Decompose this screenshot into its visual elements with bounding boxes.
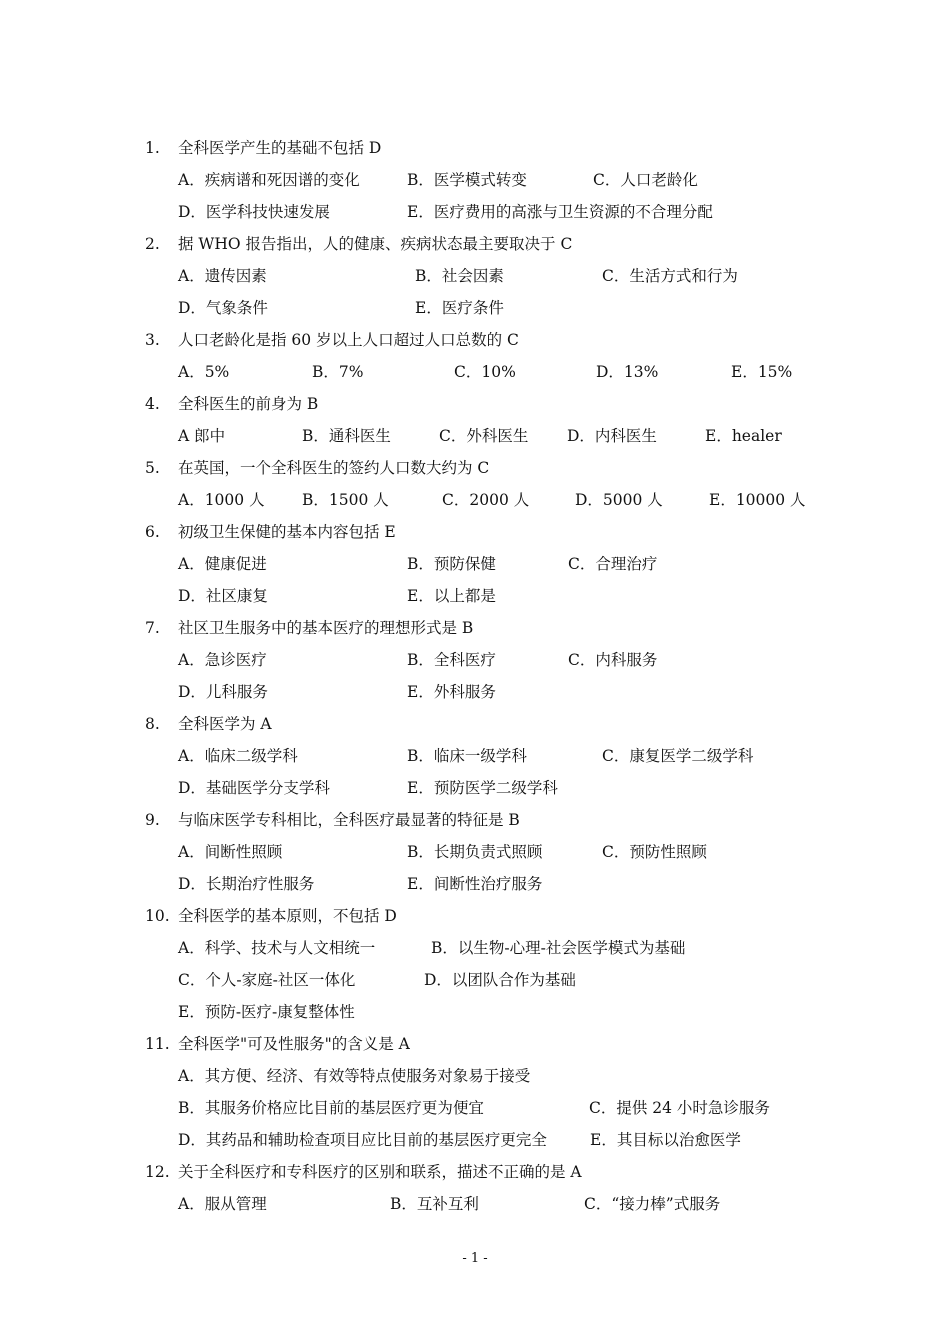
- answer-option: B．其服务价格应比目前的基层医疗更为便宜: [178, 1099, 484, 1117]
- question-number: 5.: [145, 459, 160, 477]
- answer-option: E．以上都是: [407, 587, 496, 605]
- question-text: 关于全科医疗和专科医疗的区别和联系，描述不正确的是 A: [178, 1163, 582, 1181]
- answer-option: D．内科医生: [567, 427, 657, 445]
- answer-option: D．社区康复: [178, 587, 268, 605]
- answer-option: D．儿科服务: [178, 683, 268, 701]
- question-number: 10.: [145, 907, 170, 925]
- question-number: 7.: [145, 619, 160, 637]
- answer-option: D．气象条件: [178, 299, 268, 317]
- question-text: 初级卫生保健的基本内容包括 E: [178, 523, 396, 541]
- question-text: 全科医学的基本原则，不包括 D: [178, 907, 397, 925]
- answer-option: E．healer: [705, 427, 782, 445]
- answer-option: D．其药品和辅助检查项目应比目前的基层医疗更完全: [178, 1131, 547, 1149]
- answer-option: A．疾病谱和死因谱的变化: [178, 171, 360, 189]
- question-number: 4.: [145, 395, 160, 413]
- answer-option: A．服从管理: [178, 1195, 267, 1213]
- answer-option: A．科学、技术与人文相统一: [178, 939, 376, 957]
- answer-option: E．其目标以治愈医学: [590, 1131, 741, 1149]
- question-text: 社区卫生服务中的基本医疗的理想形式是 B: [178, 619, 474, 637]
- answer-option: B．预防保健: [407, 555, 496, 573]
- page-number: - 1 -: [462, 1251, 488, 1266]
- question-text: 全科医学为 A: [178, 715, 272, 733]
- answer-option: E．医疗条件: [415, 299, 504, 317]
- question-text: 在英国，一个全科医生的签约人口数大约为 C: [178, 459, 490, 477]
- answer-option: E．10000 人: [709, 491, 806, 509]
- answer-option: D．5000 人: [575, 491, 663, 509]
- answer-option: E．15%: [731, 363, 793, 381]
- answer-option: D．以团队合作为基础: [424, 971, 576, 989]
- answer-option: A．5%: [178, 363, 230, 381]
- answer-option: C．2000 人: [442, 491, 530, 509]
- answer-option: D．基础医学分支学科: [178, 779, 330, 797]
- question-number: 6.: [145, 523, 160, 541]
- answer-option: C．生活方式和行为: [602, 267, 738, 285]
- answer-option: B．通科医生: [302, 427, 391, 445]
- question-number: 8.: [145, 715, 160, 733]
- answer-option: D．医学科技快速发展: [178, 203, 330, 221]
- answer-option: E．外科服务: [407, 683, 496, 701]
- answer-option: D．长期治疗性服务: [178, 875, 315, 893]
- question-text: 与临床医学专科相比，全科医疗最显著的特征是 B: [178, 811, 520, 829]
- answer-option: A 郎中: [178, 427, 226, 445]
- answer-option: C．康复医学二级学科: [602, 747, 754, 765]
- answer-option: D．13%: [596, 363, 659, 381]
- answer-option: C．预防性照顾: [602, 843, 707, 861]
- answer-option: E．预防-医疗-康复整体性: [178, 1003, 355, 1021]
- answer-option: B．7%: [312, 363, 364, 381]
- answer-option: B．医学模式转变: [407, 171, 527, 189]
- answer-option: C．人口老龄化: [593, 171, 698, 189]
- answer-option: B．社会因素: [415, 267, 504, 285]
- answer-option: A．间断性照顾: [178, 843, 283, 861]
- question-text: 全科医学产生的基础不包括 D: [178, 139, 382, 157]
- answer-option: E．预防医学二级学科: [407, 779, 558, 797]
- question-number: 3.: [145, 331, 160, 349]
- answer-option: B．互补互利: [390, 1195, 479, 1213]
- question-number: 11.: [145, 1035, 170, 1053]
- question-number: 1.: [145, 139, 160, 157]
- answer-option: A．健康促进: [178, 555, 267, 573]
- answer-option: C．10%: [454, 363, 516, 381]
- answer-option: A．遗传因素: [178, 267, 267, 285]
- question-number: 12.: [145, 1163, 170, 1181]
- question-text: 据 WHO 报告指出，人的健康、疾病状态最主要取决于 C: [178, 235, 573, 253]
- answer-option: A．急诊医疗: [178, 651, 267, 669]
- answer-option: E．医疗费用的高涨与卫生资源的不合理分配: [407, 203, 713, 221]
- question-number: 9.: [145, 811, 160, 829]
- answer-option: C．个人-家庭-社区一体化: [178, 971, 356, 989]
- answer-option: B．长期负责式照顾: [407, 843, 543, 861]
- question-text: 人口老龄化是指 60 岁以上人口超过人口总数的 C: [178, 331, 519, 349]
- answer-option: C．提供 24 小时急诊服务: [589, 1099, 770, 1117]
- answer-option: C．外科医生: [439, 427, 529, 445]
- answer-option: C．内科服务: [568, 651, 658, 669]
- question-number: 2.: [145, 235, 160, 253]
- answer-option: C．合理治疗: [568, 555, 658, 573]
- answer-option: B．临床一级学科: [407, 747, 527, 765]
- answer-option: A．1000 人: [178, 491, 265, 509]
- answer-option: A．其方便、经济、有效等特点使服务对象易于接受: [178, 1067, 531, 1085]
- answer-option: B．全科医疗: [407, 651, 496, 669]
- answer-option: E．间断性治疗服务: [407, 875, 543, 893]
- answer-option: A．临床二级学科: [178, 747, 298, 765]
- question-text: 全科医生的前身为 B: [178, 395, 319, 413]
- answer-option: B．以生物-心理-社会医学模式为基础: [431, 939, 686, 957]
- answer-option: B．1500 人: [302, 491, 389, 509]
- answer-option: C．“接力棒”式服务: [584, 1195, 721, 1213]
- question-text: 全科医学"可及性服务"的含义是 A: [178, 1035, 410, 1053]
